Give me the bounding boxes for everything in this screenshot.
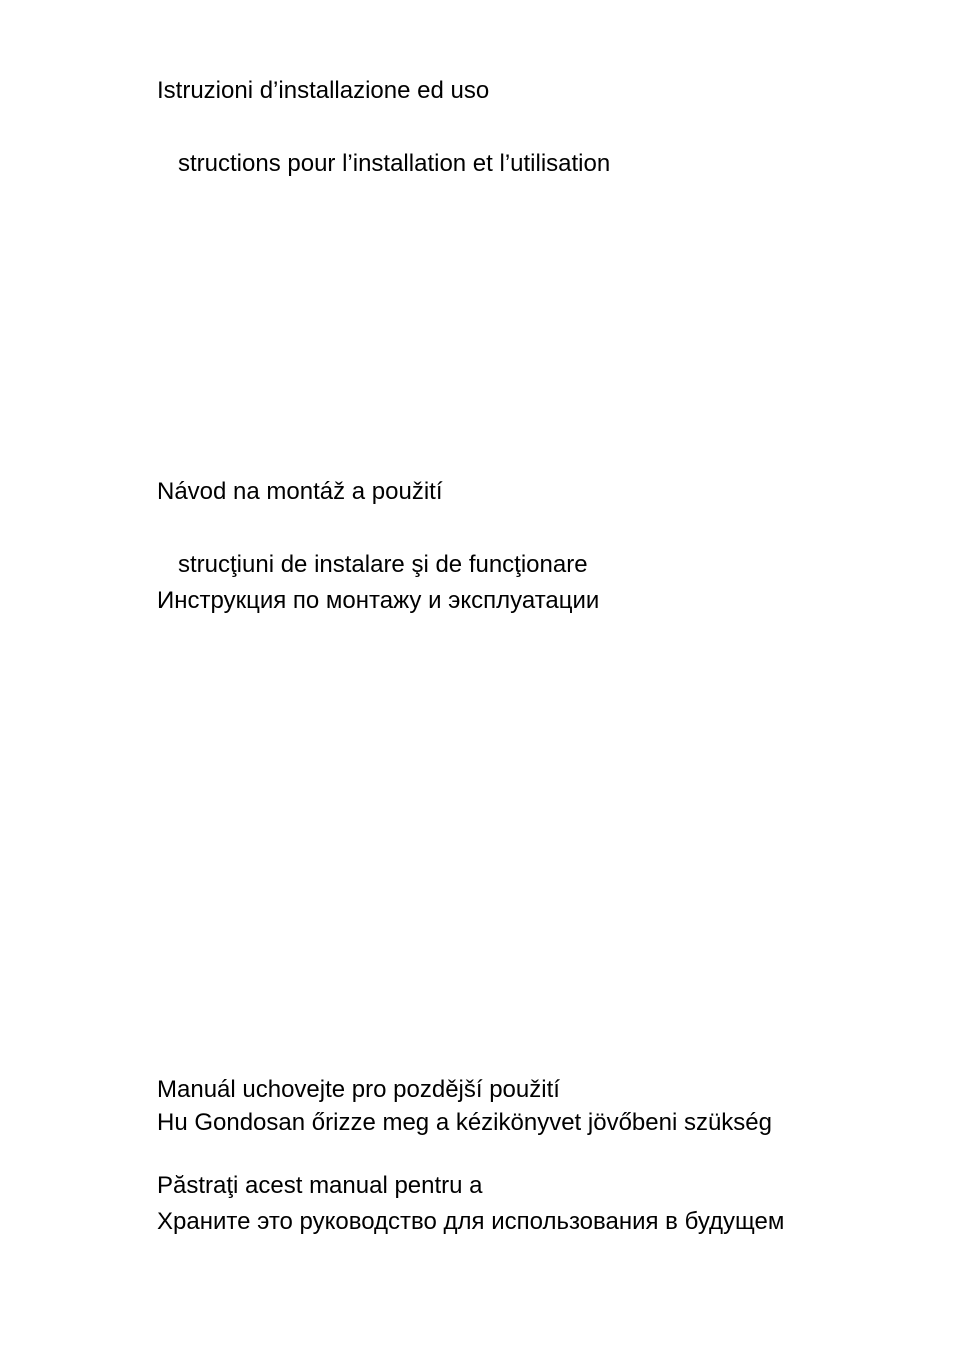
heading-it-instructions: Istruzioni d’installazione ed uso [157, 77, 490, 104]
note-hu-keep-manual: Hu Gondosan őrizze meg a kézikönyvet jövőbeni szükség [157, 1109, 772, 1136]
heading-ro-instructions: strucţiuni de instalare şi de funcţionare [178, 551, 588, 578]
heading-fr-instructions: structions pour l’installation et l’utilisation [178, 150, 611, 177]
heading-cz-instructions: Návod na montáž a použití [157, 478, 443, 505]
note-ro-keep-manual: Păstraţi acest manual pentru a [157, 1172, 483, 1199]
heading-ru-instructions: Инструкция по монтажу и эксплуатации [157, 587, 600, 614]
note-cz-keep-manual: Manuál uchovejte pro pozdější použití [157, 1076, 560, 1103]
note-ru-keep-manual: Храните это руководство для использования в будущем [157, 1208, 785, 1235]
